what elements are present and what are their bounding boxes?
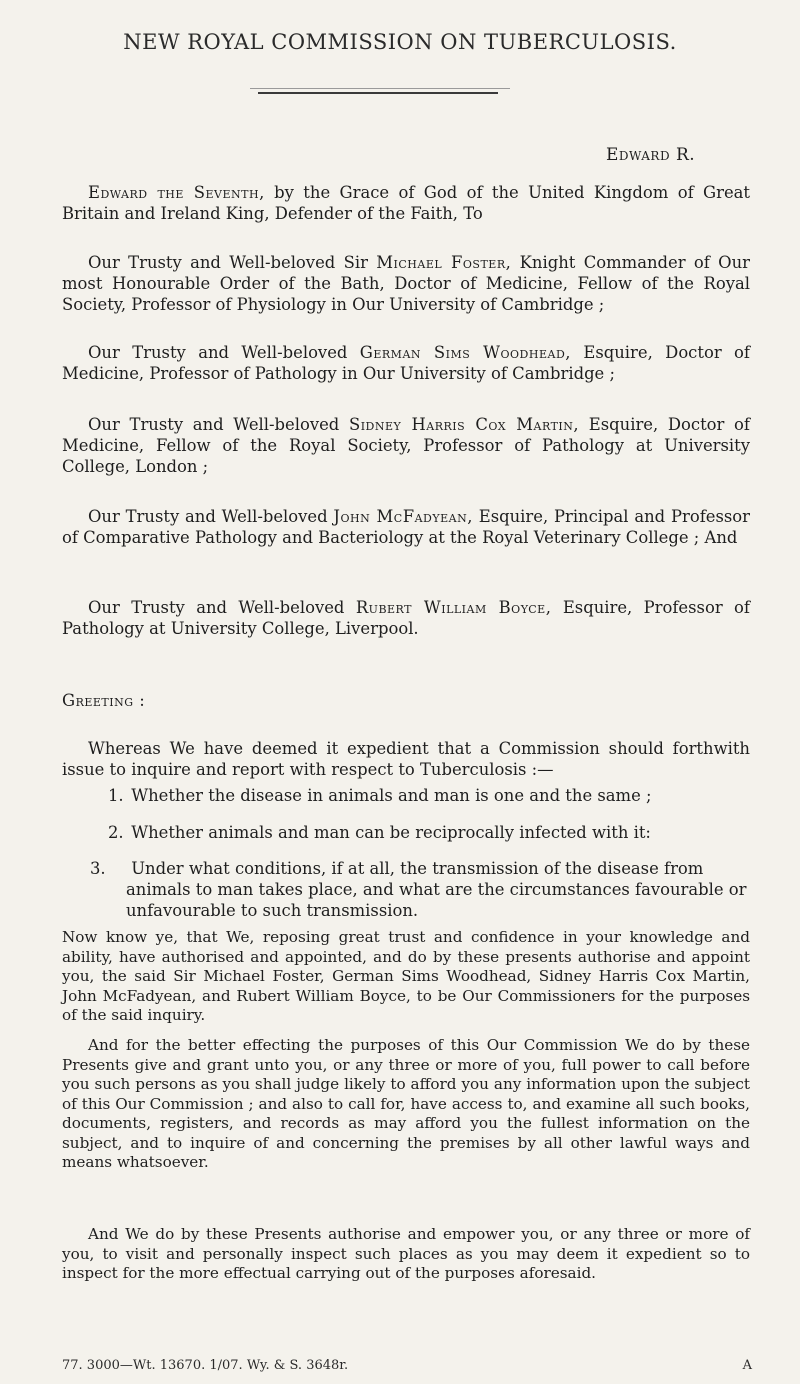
king-name: Edward the Seventh, — [88, 183, 265, 202]
whereas-paragraph: Whereas We have deemed it expedient that a Commission should forthwith issue to inquire and report with respect to Tuberculosis :— — [62, 739, 750, 779]
preamble — [62, 182, 750, 224]
preamble-text: by the Grace of God of the United Kingdom of Great Britain and Ireland King, Defender of the Faith, To — [62, 183, 750, 223]
member-paragraph: Our Trusty and Well-beloved Sir Michael Foster, Knight Commander of Our most Honourable Order of the Bath, Doctor of Medicine, Fellow of the Royal Society, Professor of Physiology in Our University of Cambridge ; — [62, 253, 751, 314]
member-name: Sidney Harris Cox Martin, — [348, 415, 580, 434]
royal-signature: Edward R. — [606, 145, 696, 165]
body-paragraph: And We do by these Presents authorise and empower you, or any three or more of you, to visit and personally inspect such places as you may deem it expedient so to inspect for the more effectual carrying out of the purposes aforesaid. — [62, 1225, 750, 1282]
question-item: 1. Whether the disease in animals and man is one and the same ; — [108, 786, 652, 805]
member-name: John McFadyean, — [333, 507, 473, 526]
page-title: NEW ROYAL COMMISSION ON TUBERCULOSIS. — [123, 30, 677, 54]
member-name: German Sims Woodhead, — [359, 343, 571, 362]
question-item: 2. Whether animals and man can be reciprocally infected with it: — [108, 823, 651, 842]
signature-mark: A — [742, 1358, 752, 1373]
body-paragraph: Now know ye, that We, reposing great trust and confidence in your knowledge and ability, have authorised and appointed, and do by these presents authorise and appoint you, the said Sir Michael Foster, German Sims Woodhead, Sidney Harris Cox Martin, John McFadyean, and Rubert William Boyce, to be Our Commissioners for the purposes of the said inquiry. — [62, 928, 750, 1024]
body-paragraph: And for the better effecting the purposes of this Our Commission We do by these Presents give and grant unto you, or any three or more of you, full power to call before you such persons as you shall judge likely to afford you any information upon the subject of this Our Commission ; and also to call for, have access to, and examine all such books, documents, registers, and records as may afford you the fullest information on the subject, and to inquire of and concerning the premises by all other lawful ways and means whatsoever. — [62, 1036, 750, 1171]
question-item: 3. Under what conditions, if at all, the transmission of the disease from animals to man takes place, and what are the circumstances favourable or unfavourable to such transmission. — [90, 859, 747, 920]
member-paragraph: Our Trusty and Well-beloved German Sims Woodhead, Esquire, Doctor of Medicine, Professor of Pathology in Our University of Cambridge ; — [62, 343, 750, 383]
printer-imprint: 77. 3000—Wt. 13670. 1/07. Wy. & S. 3648r. — [62, 1358, 349, 1373]
member-paragraph: Our Trusty and Well-beloved Rubert William Boyce, Esquire, Professor of Pathology at University College, Liverpool. — [62, 598, 750, 638]
divider — [250, 88, 510, 89]
member-paragraph: Our Trusty and Well-beloved Sidney Harris Cox Martin, Esquire, Doctor of Medicine, Fellow of the Royal Society, Professor of Pathology at University College, London ; — [62, 415, 750, 476]
greeting: Greeting : — [62, 691, 146, 710]
divider — [258, 92, 498, 94]
member-name: Michael Foster, — [376, 253, 512, 272]
member-name: Rubert William Boyce, — [355, 598, 552, 617]
member-paragraph: Our Trusty and Well-beloved John McFadyean, Esquire, Principal and Professor of Comparative Pathology and Bacteriology at the Royal Veterinary College ; And — [62, 507, 750, 547]
printer-footer — [62, 1358, 752, 1373]
